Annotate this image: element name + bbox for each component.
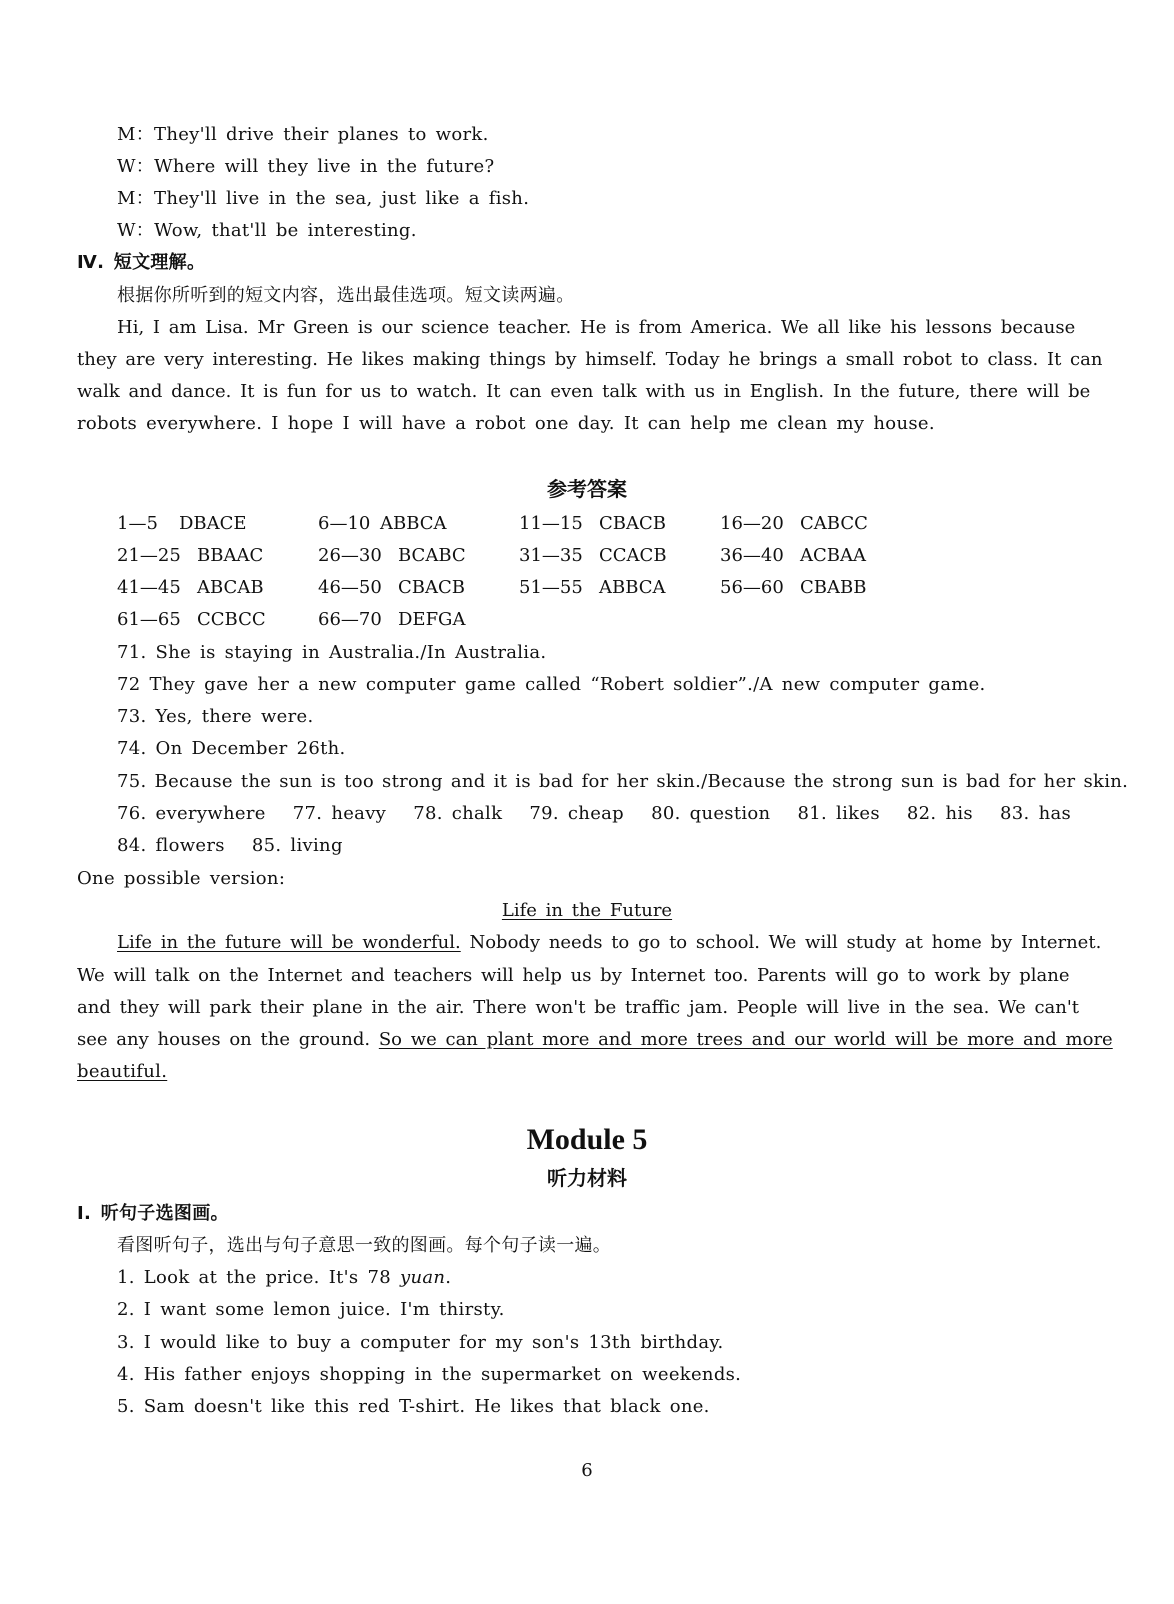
dialogue-text: They'll live in the sea, just like a fish. [154,188,530,209]
answer-key: BBAAC [197,545,264,566]
answer-cell [720,512,868,536]
essay-intro: One possible version: [77,868,286,889]
answer-line-84-85: 84. flowers 85. living [117,835,343,856]
answer-range: 31—35 [519,545,583,566]
answer-cell [318,576,465,600]
answer-cell [519,512,666,536]
speaker: W： [117,156,155,177]
speaker: W： [117,220,155,241]
answer-range: 11—15 [519,513,583,534]
dialogue-line-3 [117,187,529,211]
answer-key: CCBCC [197,609,266,630]
essay-text: Nobody needs to go to school. We will study at home by Internet. [460,932,1102,953]
speaker: M： [117,124,155,145]
answer-range: 61—65 [117,609,181,630]
answer-range: 21—25 [117,545,181,566]
answer-cell [318,608,465,632]
essay-line-4 [77,1028,1113,1052]
answer-cell [720,576,866,600]
answer-range: 41—45 [117,577,181,598]
answer-cell [117,576,264,600]
answer-cell [318,512,447,536]
dialogue-line-2 [117,155,494,179]
essay-title: Life in the Future [501,900,673,921]
answer-cell [519,576,666,600]
answer-cell [117,512,247,536]
answer-range: 66—70 [318,609,382,630]
essay-line-2: We will talk on the Internet and teachers will help us by Internet too. Parents will go to work by plane [77,965,1070,986]
passage-line-3: walk and dance. It is fun for us to watch. It can even talk with us in English. In the future, there will be [77,381,1091,402]
answer-range: 36—40 [720,545,784,566]
answers-title: 参考答案 [547,477,627,501]
answer-key: CCACB [599,545,667,566]
sentence-text: 1. Look at the price. It's 78 [117,1267,400,1288]
answer-key: DBACE [179,513,247,534]
answer-key: ACBAA [800,545,866,566]
answer-key: CBACB [599,513,666,534]
module-title: Module 5 [526,1123,648,1156]
sentence-1 [117,1266,451,1290]
answer-range: 51—55 [519,577,583,598]
sentence-italic: yuan [399,1267,446,1288]
sentence-2: 2. I want some lemon juice. I'm thirsty. [117,1299,505,1320]
answer-key: DEFGA [398,609,466,630]
section-1-instruction: 看图听句子，选出与句子意思一致的图画。每个句子读一遍。 [117,1235,612,1256]
dialogue-line-4 [117,219,417,243]
answer-line-74: 74. On December 26th. [117,738,346,759]
sentence-text: . [445,1267,452,1288]
module-subtitle: 听力材料 [547,1166,627,1190]
essay-line-5: beautiful. [77,1061,168,1082]
passage-line-2: they are very interesting. He likes making things by himself. Today he brings a small robot to class. It can [77,349,1103,370]
answer-line-71: 71. She is staying in Australia./In Australia. [117,642,547,663]
essay-line-1 [77,931,1102,955]
answer-line-72: 72 They gave her a new computer game called “Robert soldier”./A new computer game. [117,674,986,695]
answer-cell [519,544,667,568]
answer-key: ABBCA [599,577,666,598]
answer-range: 1—5 [117,513,158,534]
essay-underlined: Life in the future will be wonderful. [117,932,461,953]
answer-line-75: 75. Because the sun is too strong and it is bad for her skin./Because the strong sun is bad for her skin. [117,771,1129,792]
essay-line-3: and they will park their plane in the air. There won't be traffic jam. People will live in the sea. We can't [77,997,1080,1018]
answer-cell [117,608,266,632]
answer-key: BCABC [398,545,466,566]
dialogue-text: Wow, that'll be interesting. [154,220,417,241]
answer-key: ABCAB [197,577,264,598]
answer-line-76-83: 76. everywhere 77. heavy 78. chalk 79. cheap 80. question 81. likes 82. his 83. has [117,803,1072,824]
answer-cell [720,544,866,568]
sentence-3: 3. I would like to buy a computer for my son's 13th birthday. [117,1332,724,1353]
answer-range: 6—10 [318,513,371,534]
answer-key: CBACB [398,577,465,598]
essay-underlined: So we can plant more and more trees and our world will be more and more [378,1029,1113,1050]
page-number: 6 [581,1460,593,1481]
section-1-heading: Ⅰ. 听句子选图画。 [77,1203,229,1224]
answer-key: ABBCA [380,513,447,534]
answer-key: CABCC [800,513,868,534]
sentence-4: 4. His father enjoys shopping in the supermarket on weekends. [117,1364,742,1385]
passage-line-1: Hi, I am Lisa. Mr Green is our science teacher. He is from America. We all like his lessons because [117,317,1076,338]
answer-line-73: 73. Yes, there were. [117,706,314,727]
answer-range: 56—60 [720,577,784,598]
answer-cell [117,544,263,568]
dialogue-text: They'll drive their planes to work. [154,124,489,145]
answer-key: CBABB [800,577,867,598]
section-4-heading: Ⅳ. 短文理解。 [77,252,206,273]
answer-cell [318,544,466,568]
answer-range: 16—20 [720,513,784,534]
answer-range: 26—30 [318,545,382,566]
dialogue-text: Where will they live in the future? [154,156,495,177]
speaker: M： [117,188,155,209]
essay-text: see any houses on the ground. [77,1029,379,1050]
sentence-5: 5. Sam doesn't like this red T-shirt. He likes that black one. [117,1396,710,1417]
answer-range: 46—50 [318,577,382,598]
section-4-instruction: 根据你所听到的短文内容，选出最佳选项。短文读两遍。 [117,285,575,306]
passage-line-4: robots everywhere. I hope I will have a robot one day. It can help me clean my house. [77,413,935,434]
dialogue-line-1 [117,123,489,147]
